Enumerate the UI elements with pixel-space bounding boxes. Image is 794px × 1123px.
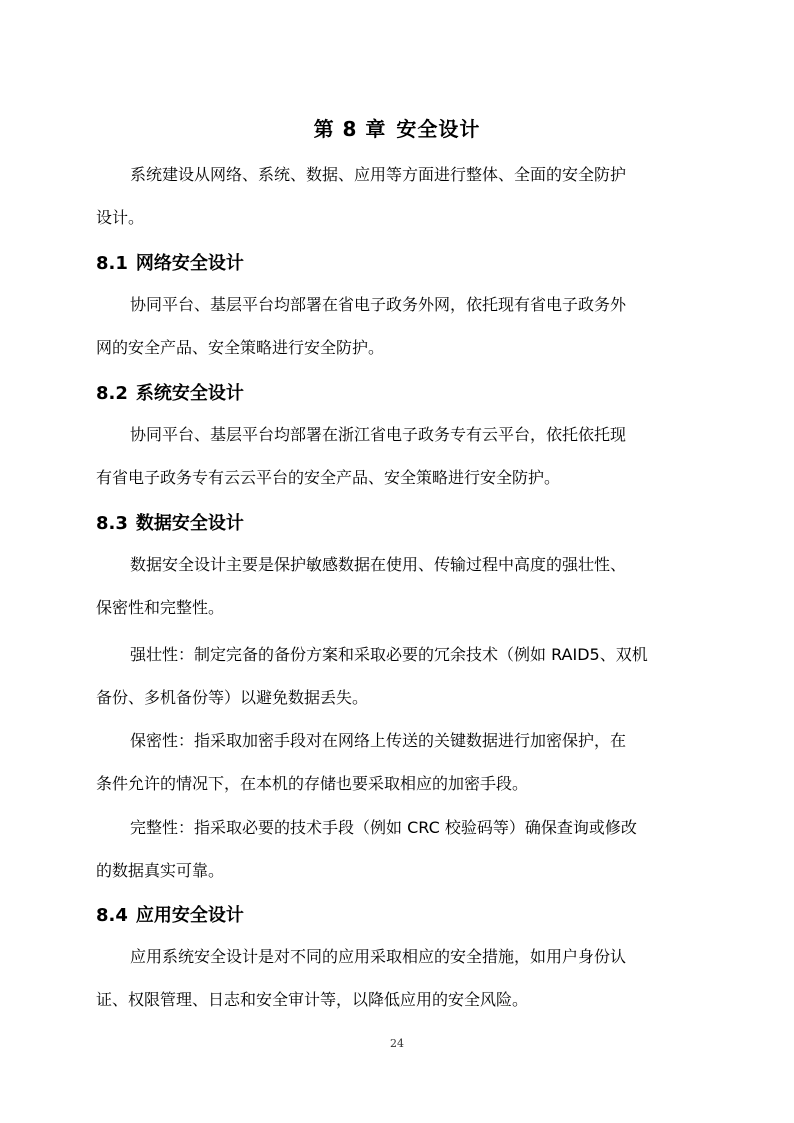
text-line: 应用系统安全设计是对不同的应用采取相应的安全措施，如用户身份认	[130, 947, 627, 966]
text-line: 协同平台、基层平台均部署在省电子政务外网，依托现有省电子政务外	[130, 295, 627, 314]
body-paragraph	[96, 719, 716, 805]
section-heading-8-2	[96, 380, 244, 408]
text-line: 数据安全设计主要是保护敏感数据在使用、传输过程中高度的强壮性、	[130, 555, 627, 574]
text-line: 系统建设从网络、系统、数据、应用等方面进行整体、全面的安全防护	[130, 165, 627, 184]
body-paragraph	[96, 283, 716, 369]
text-line: 保密性和完整性。	[96, 598, 225, 617]
section-title: 数据安全设计	[135, 513, 244, 534]
text-line: 备份、多机备份等）以避免数据丢失。	[96, 688, 369, 707]
section-title: 网络安全设计	[135, 253, 244, 274]
text-line: 保密性：指采取加密手段对在网络上传送的关键数据进行加密保护，在	[130, 731, 627, 750]
text-line: 条件允许的情况下，在本机的存储也要采取相应的加密手段。	[96, 774, 529, 793]
chapter-name: 安全设计	[396, 117, 481, 141]
chapter-number: 第 8 章	[313, 117, 387, 141]
body-paragraph	[96, 413, 716, 499]
section-heading-8-4	[96, 902, 244, 930]
text-line: 强壮性：制定完备的备份方案和采取必要的冗余技术（例如 RAID5、双机	[130, 645, 648, 664]
body-paragraph	[96, 543, 716, 629]
section-number: 8.2	[96, 383, 128, 404]
section-number: 8.4	[96, 905, 128, 926]
section-title: 应用安全设计	[135, 905, 244, 926]
section-title: 系统安全设计	[135, 383, 244, 404]
page-number: 24	[390, 1037, 404, 1050]
body-paragraph	[96, 935, 716, 1021]
text-line: 网的安全产品、安全策略进行安全防护。	[96, 338, 385, 357]
section-number: 8.1	[96, 253, 128, 274]
body-paragraph	[96, 806, 716, 892]
text-line: 证、权限管理、日志和安全审计等，以降低应用的安全风险。	[96, 990, 529, 1009]
body-paragraph	[96, 633, 716, 719]
text-line: 设计。	[96, 208, 145, 227]
section-heading-8-3	[96, 510, 244, 538]
section-heading-8-1	[96, 250, 244, 278]
text-line: 协同平台、基层平台均部署在浙江省电子政务专有云平台，依托依托现	[130, 425, 627, 444]
intro-paragraph	[96, 153, 716, 239]
text-line: 的数据真实可靠。	[96, 861, 225, 880]
chapter-title	[0, 114, 794, 144]
section-number: 8.3	[96, 513, 128, 534]
text-line: 完整性：指采取必要的技术手段（例如 CRC 校验码等）确保查询或修改	[130, 818, 637, 837]
text-line: 有省电子政务专有云云平台的安全产品、安全策略进行安全防护。	[96, 468, 561, 487]
